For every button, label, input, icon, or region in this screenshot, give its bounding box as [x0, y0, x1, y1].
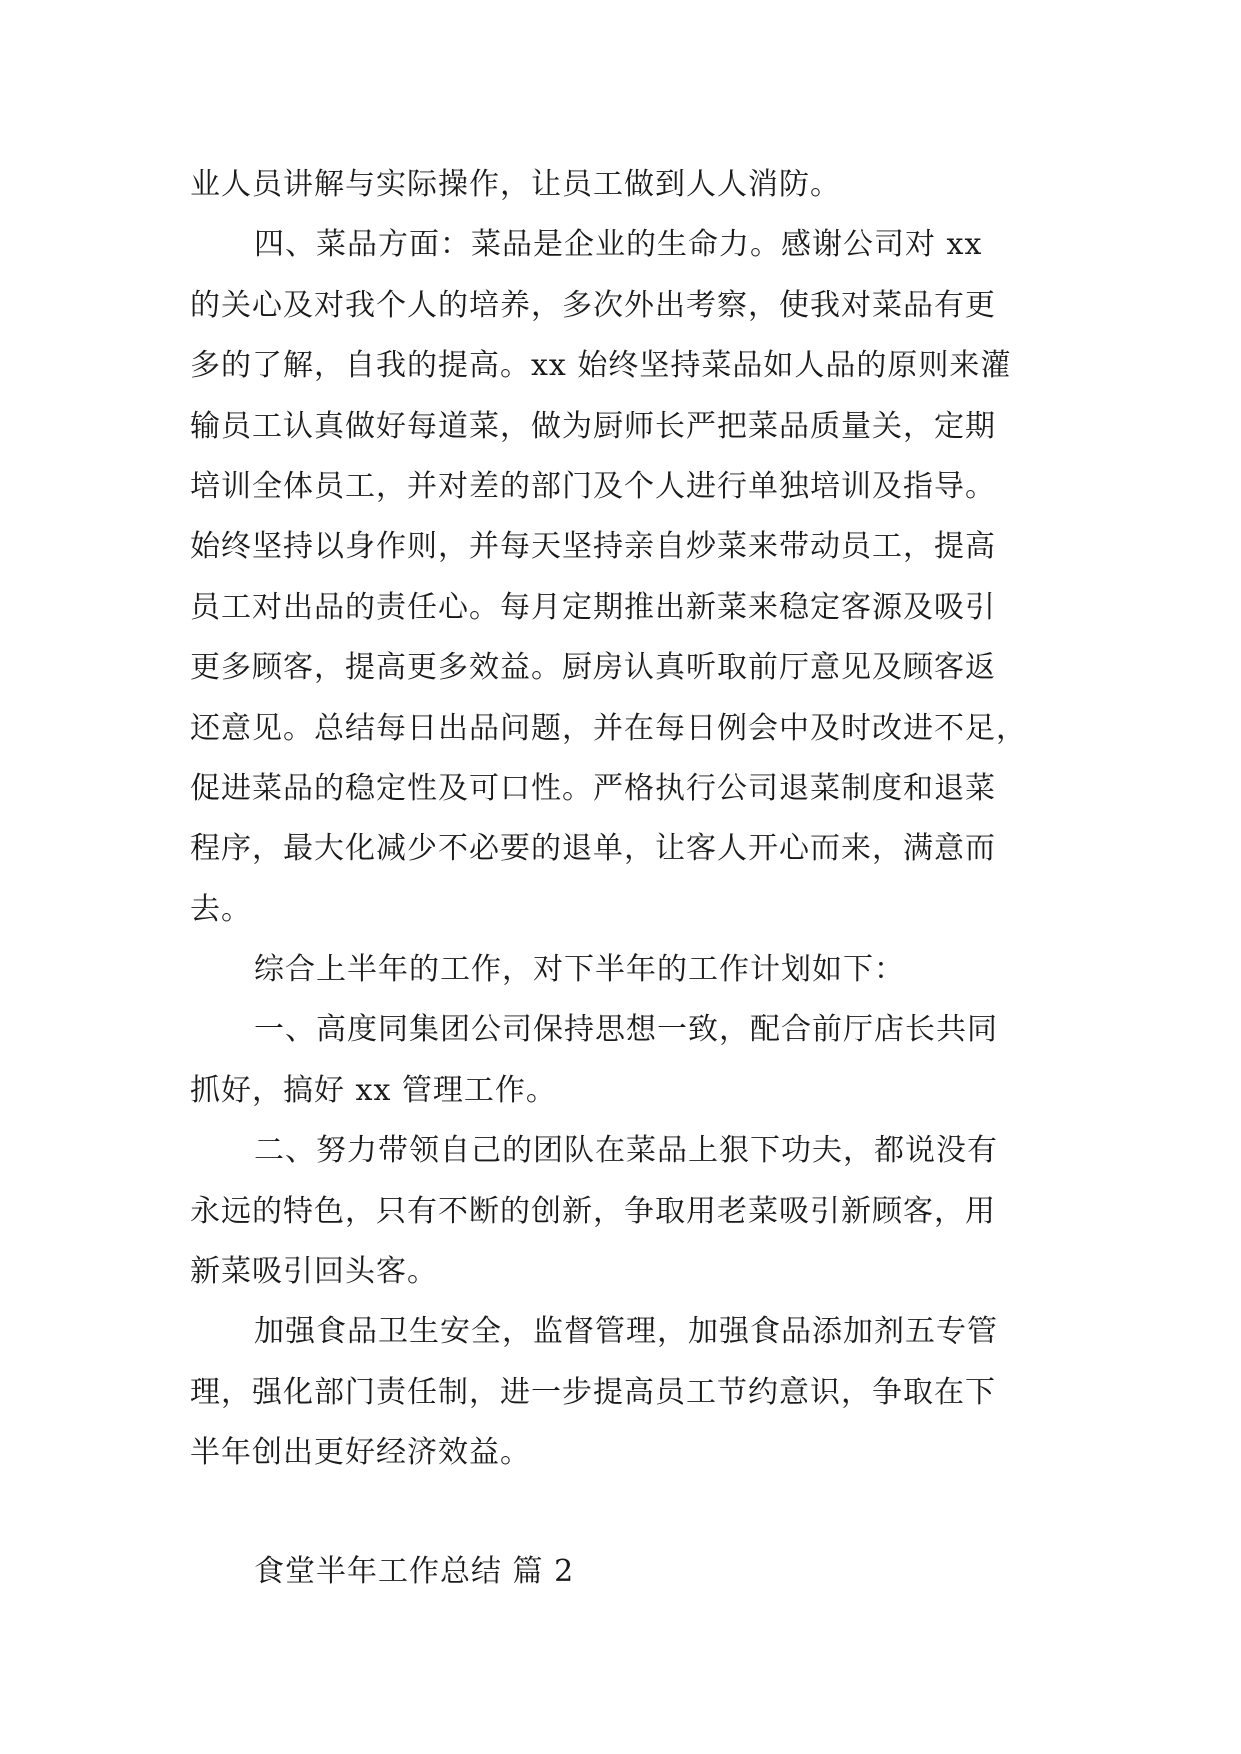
text-line: 员工对出品的责任心。每月定期推出新菜来稳定客源及吸引 [190, 589, 996, 625]
section-heading: 食堂半年工作总结 篇 2 [254, 1553, 575, 1589]
text-line: 四、菜品方面：菜品是企业的生命力。感谢公司对 xx [254, 227, 983, 263]
text-line: 理，强化部门责任制，进一步提高员工节约意识，争取在下 [190, 1374, 996, 1410]
text-line: 一、高度同集团公司保持思想一致，配合前厅店长共同 [254, 1012, 998, 1048]
text-line: 促进菜品的稳定性及可口性。严格执行公司退菜制度和退菜 [190, 770, 996, 806]
text-line: 永远的特色，只有不断的创新，争取用老菜吸引新顾客，用 [190, 1193, 996, 1229]
text-line: 去。 [190, 891, 252, 927]
document-page [190, 155, 1070, 1602]
text-line: 程序，最大化减少不必要的退单，让客人开心而来，满意而 [190, 831, 996, 867]
text-line: 输员工认真做好每道菜，做为厨师长严把菜品质量关，定期 [190, 408, 996, 444]
text-line: 抓好，搞好 xx 管理工作。 [190, 1072, 557, 1108]
text-line: 还意见。总结每日出品问题，并在每日例会中及时改进不足， [190, 710, 1027, 746]
text-line: 更多顾客，提高更多效益。厨房认真听取前厅意见及顾客返 [190, 650, 996, 686]
document-body [190, 155, 1070, 1484]
text-line: 多的了解，自我的提高。xx 始终坚持菜品如人品的原则来灌 [190, 348, 1012, 384]
text-line: 综合上半年的工作，对下半年的工作计划如下： [254, 952, 905, 988]
text-line: 半年创出更好经济效益。 [190, 1435, 531, 1471]
text-line: 业人员讲解与实际操作，让员工做到人人消防。 [190, 167, 841, 202]
text-line: 二、努力带领自己的团队在菜品上狠下功夫，都说没有 [254, 1133, 998, 1169]
text-line: 始终坚持以身作则，并每天坚持亲自炒菜来带动员工，提高 [190, 529, 996, 565]
text-line: 培训全体员工，并对差的部门及个人进行单独培训及指导。 [190, 468, 996, 504]
text-line: 加强食品卫生安全，监督管理，加强食品添加剂五专管 [254, 1314, 998, 1350]
section-gap [190, 1484, 1070, 1542]
text-line: 新菜吸引回头客。 [190, 1254, 438, 1290]
text-line: 的关心及对我个人的培养，多次外出考察，使我对菜品有更 [190, 287, 996, 323]
